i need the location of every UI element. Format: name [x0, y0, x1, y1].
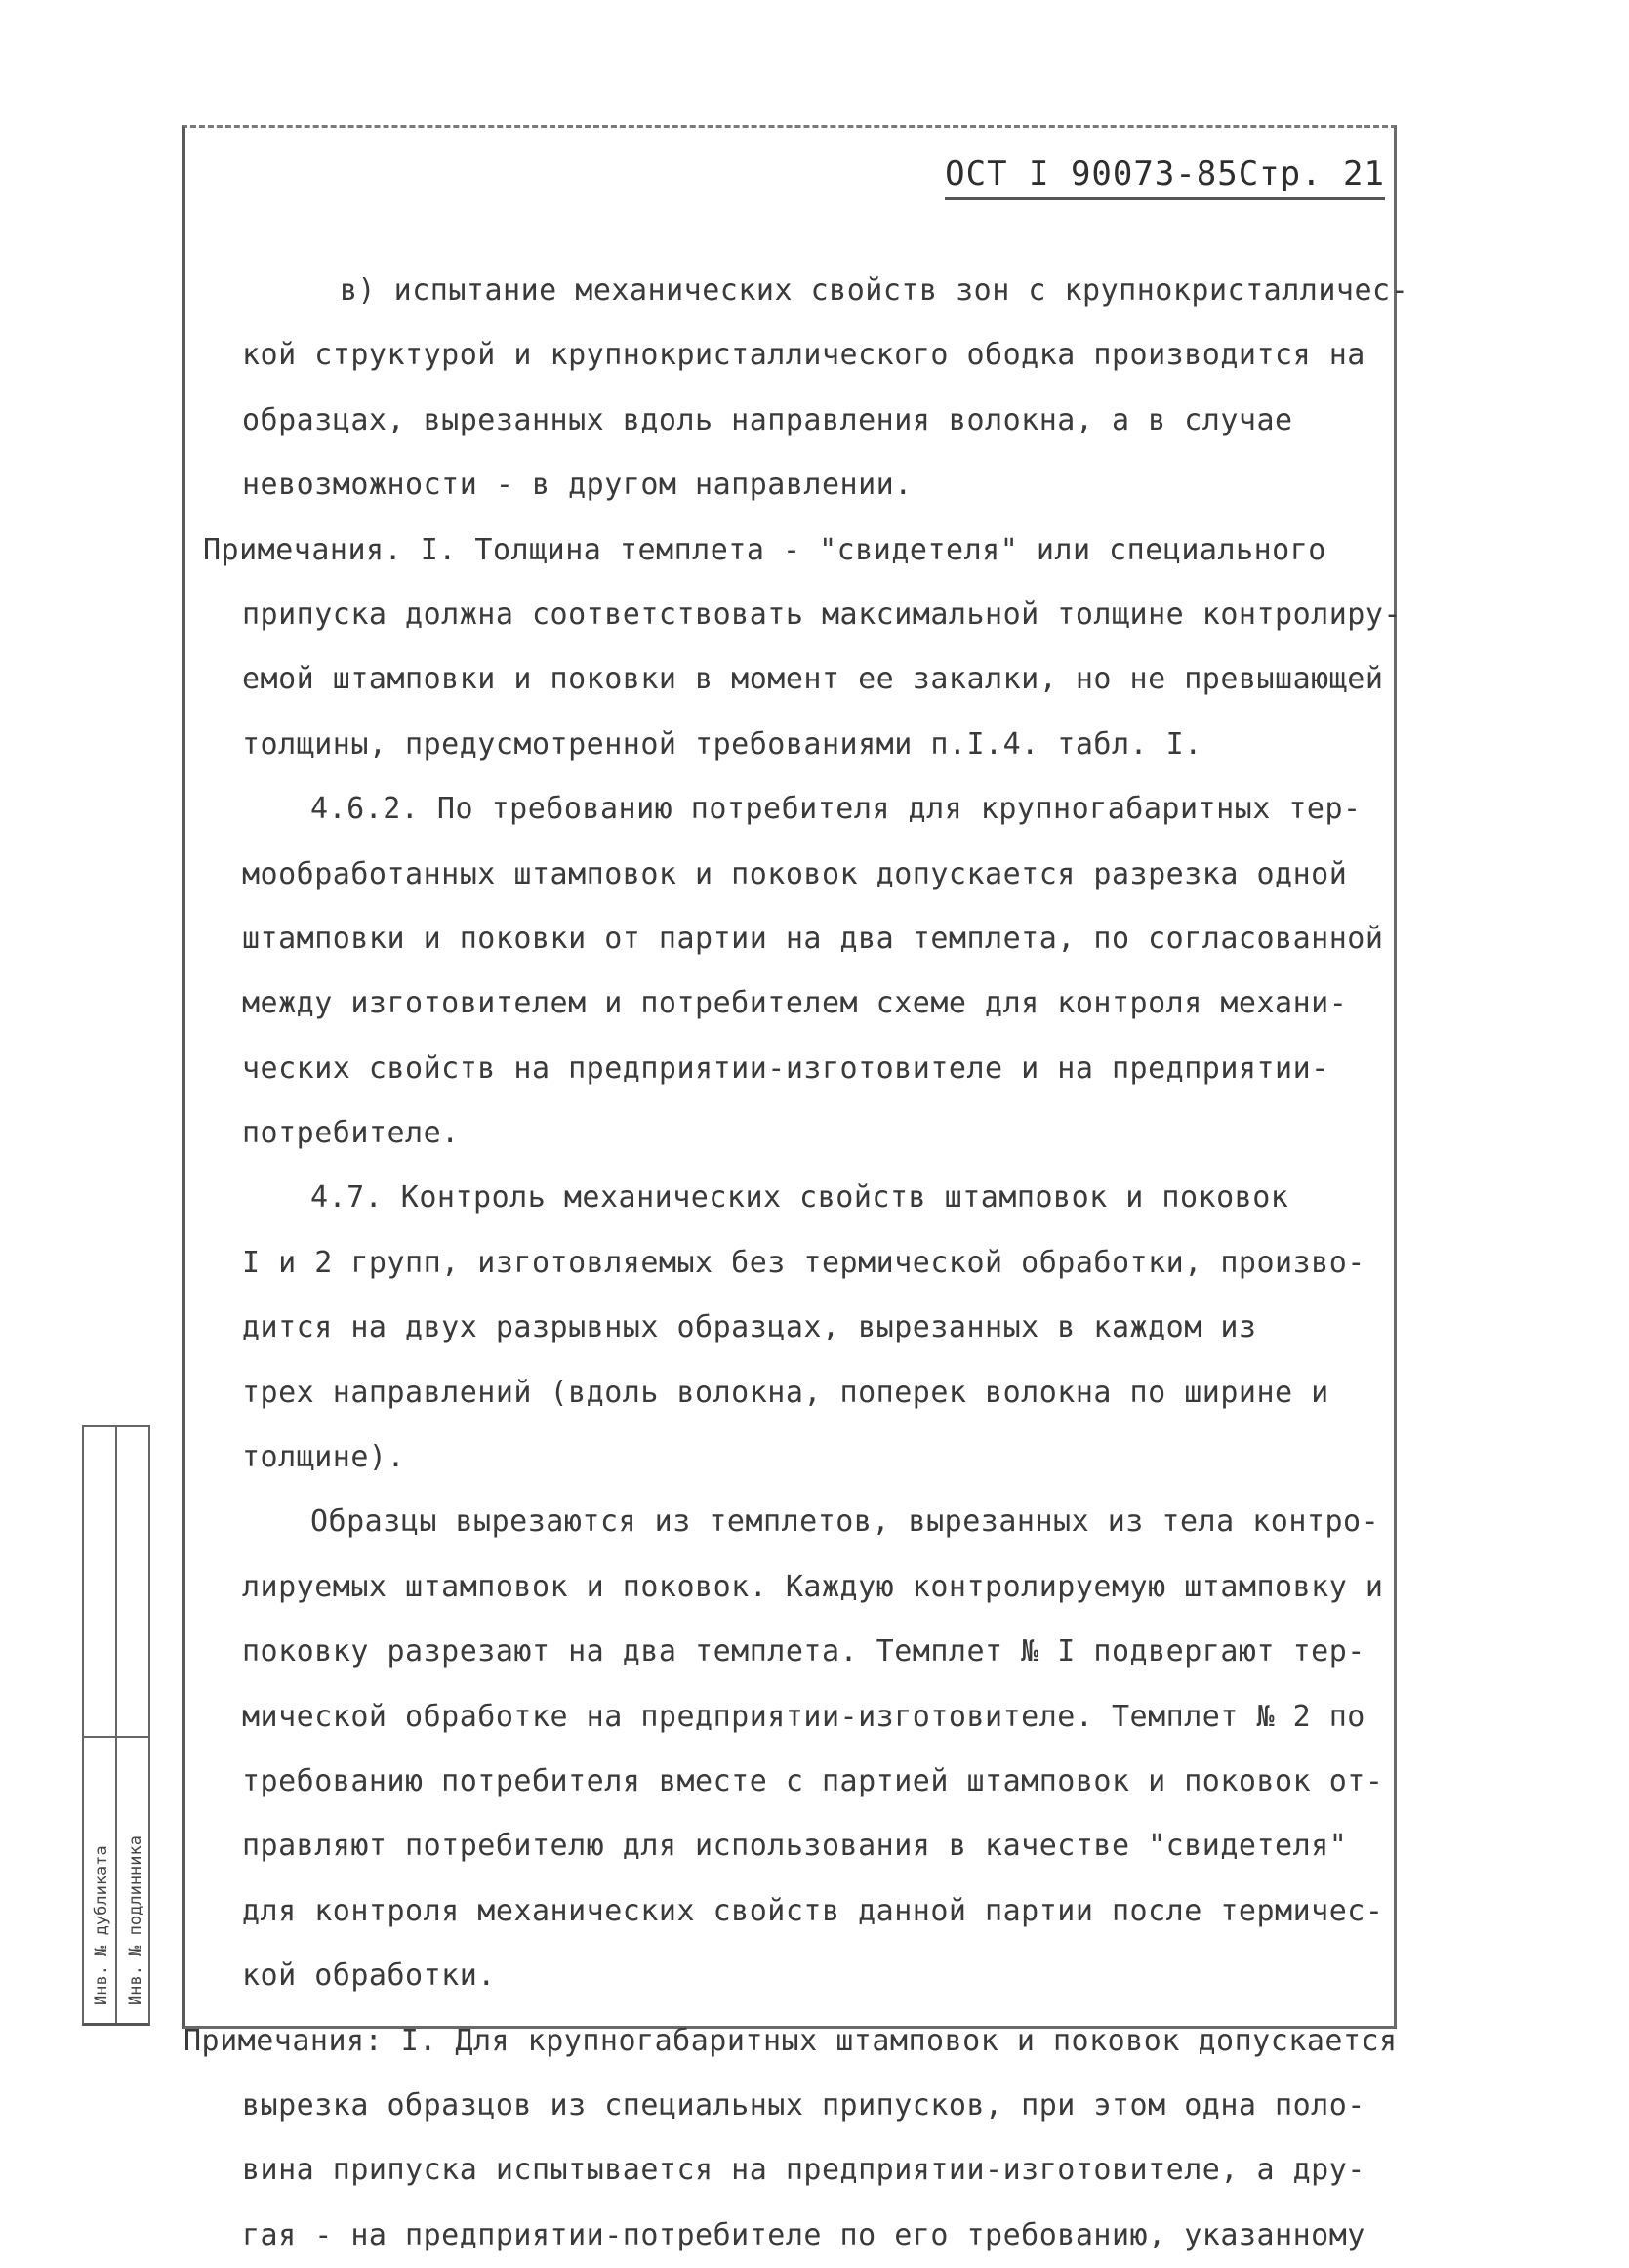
text-line: толщины, предусмотренной требованиями п.I.4. табл. I.: [242, 726, 1202, 762]
document-body: [183, 259, 1409, 2268]
text-line: гая - на предприятии-потребителе по его требованию, указанному: [242, 2217, 1365, 2252]
stamp-divider: [84, 1736, 148, 1738]
text-line: мической обработке на предприятии-изготовителе. Темплет № 2 по: [242, 1699, 1365, 1734]
text-line: толщине).: [242, 1440, 406, 1475]
text-line: потребителе.: [242, 1116, 460, 1151]
text-line: дится на двух разрывных образцах, вырезанных в каждом из: [242, 1310, 1257, 1345]
text-line: трех направлений (вдоль волокна, поперек волокна по ширине и: [242, 1375, 1329, 1410]
text-line: правляют потребителю для использования в качестве "свидетеля": [242, 1829, 1348, 1864]
text-line: невозможности - в другом направлении.: [242, 468, 913, 503]
text-line: емой штамповки и поковки в момент ее закалки, но не превышающей: [242, 662, 1384, 697]
text-line: I и 2 групп, изготовляемых без термической обработки, произво-: [242, 1245, 1365, 1280]
text-line: штамповки и поковки от партии на два темплета, по согласованной: [242, 921, 1384, 956]
stamp-column-original: [117, 1427, 150, 2023]
text-line: между изготовителем и потребителем схеме для контроля механи-: [242, 986, 1348, 1021]
text-line: кой структурой и крупнокристаллического ободка производится на: [242, 338, 1365, 373]
text-line: мообработанных штамповок и поковок допускается разрезка одной: [242, 856, 1348, 891]
text-line: припуска должна соответствовать максимальной толщине контролиру-: [242, 597, 1402, 632]
text-line: 4.6.2. По требованию потребителя для крупногабаритных тер-: [310, 792, 1362, 827]
text-line: Примечания. I. Толщина темплета - "свидетеля" или специального: [203, 532, 1326, 567]
stamp-label-duplicate: Инв. № дубликата: [92, 1845, 111, 2005]
stamp-column-duplicate: [84, 1427, 117, 2023]
text-line: лируемых штамповок и поковок. Каждую контролируемую штамповку и: [242, 1569, 1384, 1604]
text-line: кой обработки.: [242, 1959, 496, 1994]
stamp-label-original: Инв. № подлинника: [126, 1835, 145, 2005]
text-line: Образцы вырезаются из темплетов, вырезанных из тела контро-: [310, 1505, 1380, 1540]
margin-stamp-box: [82, 1425, 150, 2026]
text-line: вырезка образцов из специальных припусков, при этом одна поло-: [242, 2087, 1365, 2123]
text-line: для контроля механических свойств данной партии после термичес-: [242, 1893, 1384, 1928]
text-line: требованию потребителя вместе с партией штамповок и поковок от-: [242, 1763, 1384, 1798]
text-line: вина припуска испытывается на предприятии-изготовителе, а дру-: [242, 2153, 1365, 2188]
text-line: 4.7. Контроль механических свойств штамповок и поковок: [310, 1180, 1289, 1216]
text-line: в) испытание механических свойств зон с крупнокристалличес-: [340, 273, 1409, 308]
text-line: образцах, вырезанных вдоль направления волокна, а в случае: [242, 402, 1293, 437]
text-line: поковку разрезают на два темплета. Темплет № I подвергают тер-: [242, 1634, 1365, 1670]
text-line: ческих свойств на предприятии-изготовителе и на предприятии-: [242, 1051, 1329, 1086]
text-line: Примечания: I. Для крупногабаритных штамповок и поковок допускается: [183, 2023, 1398, 2058]
document-code-header: ОСТ I 90073-85Стр. 21: [945, 154, 1385, 200]
